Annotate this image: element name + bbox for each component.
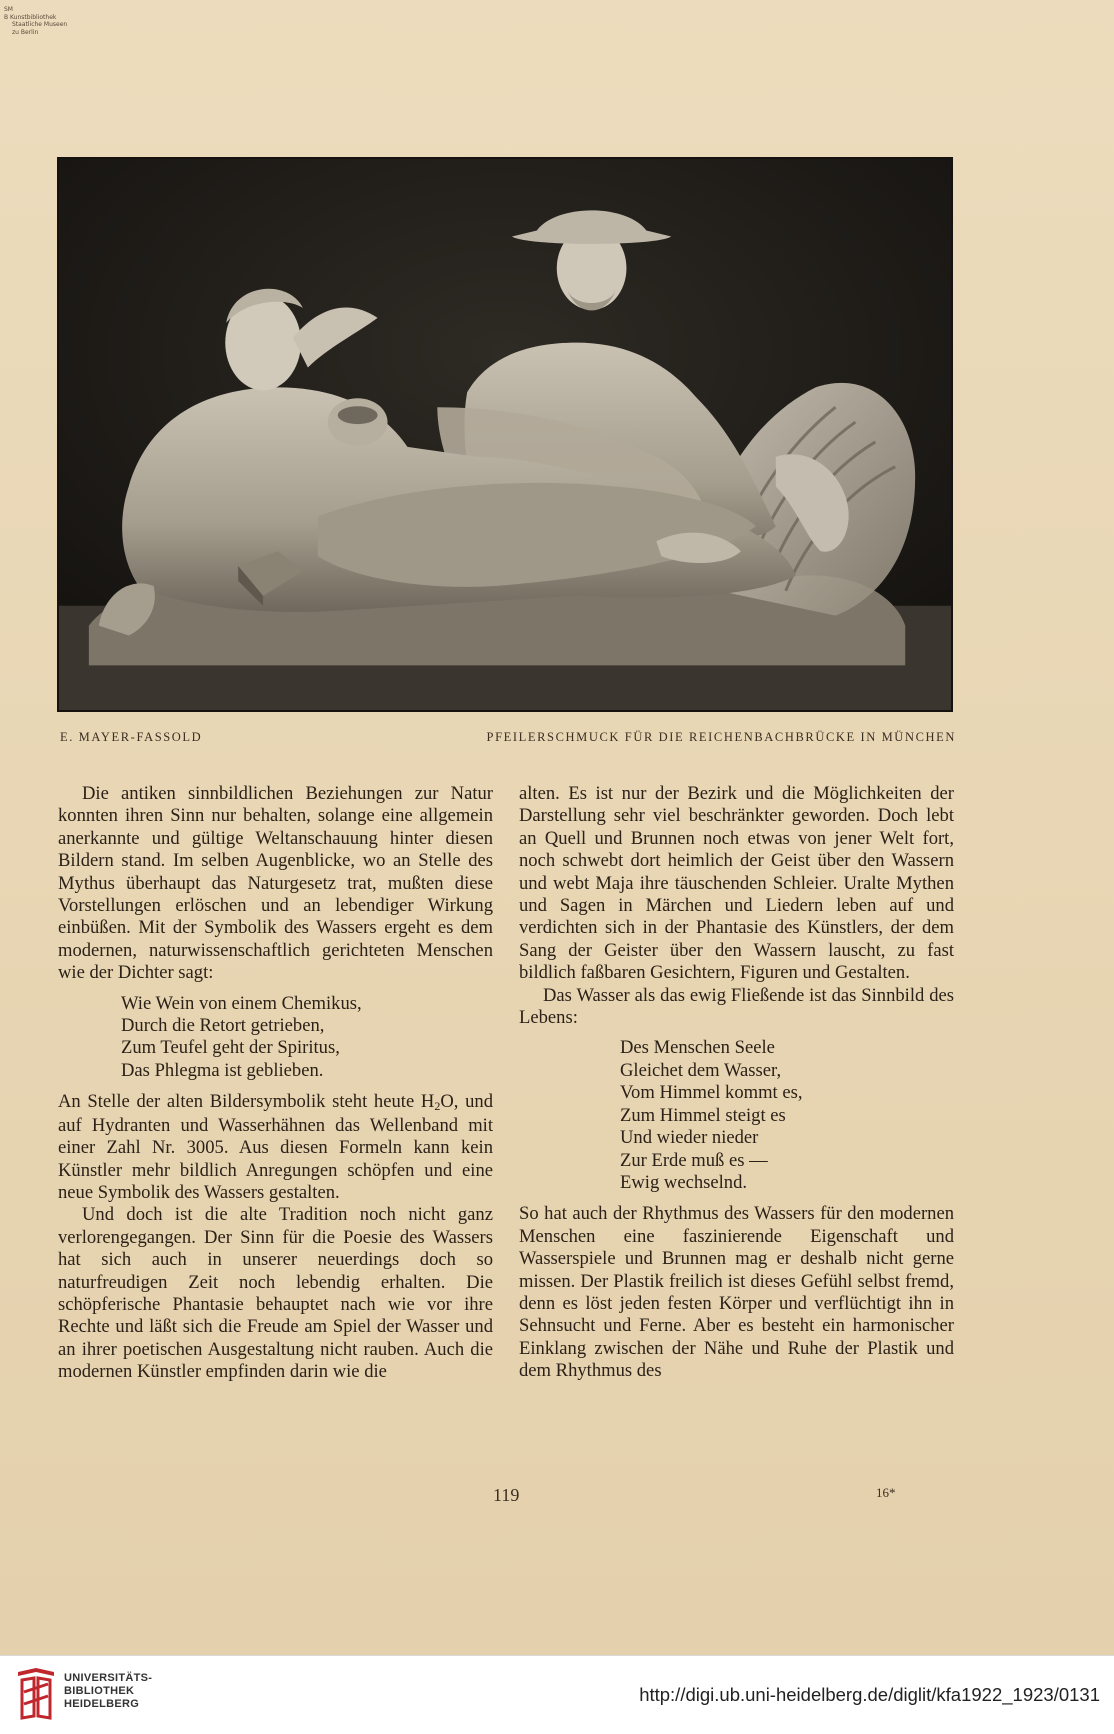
right-column — [519, 783, 954, 1383]
paragraph: Und doch ist die alte Tradition noch nicht ganz verlorengegangen. Der Sinn für die Poesie des Wassers hat sich auch in unserer neuerdings doch so naturfreudigen Zeit noch lebendig erhalten. Die schöpferische Phantasie behauptet nach wie vor ihre Rechte und läßt sich die Freude am Spiel der Wasser und an ihrer poetischen Ausgestaltung nicht rauben. Auch die modernen Künstler empfinden darin wie die — [58, 1204, 493, 1383]
signature-mark: 16* — [876, 1485, 896, 1500]
poem-line: Ewig wechselnd. — [620, 1171, 748, 1193]
university-logo-icon — [14, 1664, 58, 1724]
poem-line: Das Phlegma ist geblieben. — [121, 1059, 324, 1081]
paragraph: alten. Es ist nur der Bezirk und die Möglichkeiten der Darstellung sehr viel beschränkter geworden. Doch lebt an Quell und Brunnen noch etwas von jener Welt fort, noch schwebt dort heimlich der Geist über den Wassern und webt Maja ihre täuschenden Schleier. Uralte Mythen und Sagen in Märchen und Liedern leben auf und verdichten sich in der Phantasie des Künstlers, der dem Sang der Geister über den Wassern lauscht, zu fast bildlich faßbaren Gesichtern, Figuren und Gestalten. — [519, 783, 954, 984]
stamp-line: SM — [4, 6, 13, 13]
stamp-line: B Kunstbibliothek — [4, 13, 57, 21]
stamp-line: zu Berlin — [12, 28, 39, 36]
logo-text — [64, 1672, 152, 1711]
paragraph: Die antiken sinnbildlichen Beziehungen zur Natur konnten ihren Sinn nur behalten, solange eine allgemein anerkannte und gültige Weltanschauung hinter diesen Bildern stand. Im selben Augenblicke, wo an Stelle des Mythus überhaupt das Naturgesetz trat, mußten diese Vorstellungen erlöschen und an lebendiger Wirkung einbüßen. Mit der Symbolik des Wassers ergeht es dem modernen, naturwissenschaftlich gerichteten Menschen wie der Dichter sagt: — [58, 783, 493, 984]
subscript: 2 — [434, 1099, 441, 1114]
poem-line: Zum Himmel steigt es — [620, 1104, 786, 1126]
paragraph: Das Wasser als das ewig Fließende ist das Sinnbild des Lebens: — [519, 984, 954, 1029]
poem-line: Und wieder nieder — [620, 1127, 759, 1149]
logo-line: HEIDELBERG — [64, 1698, 140, 1710]
sculpture-illustration — [59, 159, 951, 710]
page-number: 119 — [493, 1485, 520, 1505]
poem-quote — [58, 993, 493, 1083]
poem-line: Vom Himmel kommt es, — [620, 1082, 803, 1104]
poem-line: Zur Erde muß es — — [620, 1149, 768, 1171]
permalink-url[interactable]: http://digi.ub.uni-heidelberg.de/diglit/kfa1922_1923/0131 — [639, 1684, 1100, 1705]
stamp-line: Staatliche Museen — [12, 21, 68, 28]
sculpture-photo — [57, 157, 953, 712]
logo-line: BIBLIOTHEK — [64, 1685, 135, 1697]
logo-line: UNIVERSITÄTS- — [64, 1672, 153, 1684]
paragraph-text: An Stelle der alten Bildersymbolik steht heute H — [58, 1091, 435, 1113]
left-column — [58, 783, 493, 1384]
paragraph-text: O, und auf Hydranten und Wasserhähnen das Wellenband mit einer Zahl Nr. 3005. Aus diesen Formeln kann kein Künstler mehr bildlich Anregungen schöpfen und eine neue Symbolik des Wassers gestalten. — [58, 1091, 493, 1203]
viewer-footer — [0, 1655, 1114, 1734]
paragraph: So hat auch der Rhythmus des Wassers für den modernen Menschen eine faszinierende Eigenschaft und Wasserspiele und Brunnen mag er deshalb nicht gerne missen. Der Plastik freilich ist dieses Gefühl selbst fremd, denn es löst jeden festen Körper und verflüchtigt ihn in Sehnsucht und Ferne. Aber es besteht ein harmonischer Einklang zwischen der Nähe und Ruhe der Plastik und dem Rhythmus des — [519, 1203, 954, 1382]
paragraph — [58, 1091, 493, 1204]
caption-artist: E. MAYER-FASSOLD — [60, 730, 203, 744]
poem-line: Zum Teufel geht der Spiritus, — [121, 1037, 340, 1059]
poem-line: Durch die Retort getrieben, — [121, 1015, 325, 1037]
poem-line: Des Menschen Seele — [620, 1037, 775, 1059]
poem-quote — [519, 1037, 954, 1194]
poem-line: Wie Wein von einem Chemikus, — [121, 992, 362, 1014]
library-stamp — [4, 6, 74, 36]
poem-line: Gleichet dem Wasser, — [620, 1059, 782, 1081]
caption-title: PFEILERSCHMUCK FÜR DIE REICHENBACHBRÜCKE IN MÜNCHEN — [486, 730, 956, 744]
